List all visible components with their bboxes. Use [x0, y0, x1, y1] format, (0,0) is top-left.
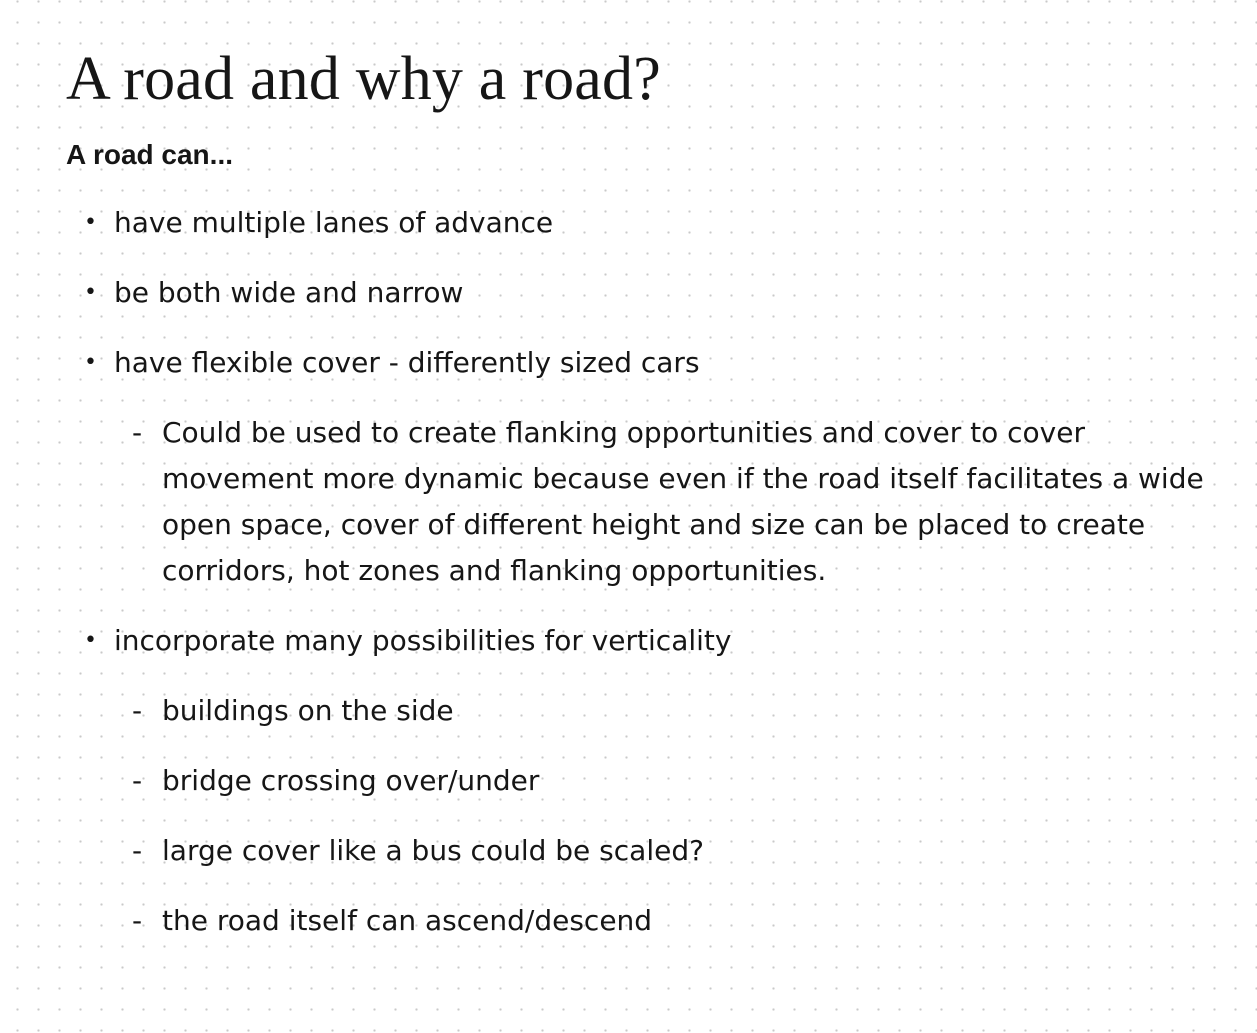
- sub-list-item-text: bridge crossing over/under: [162, 764, 540, 797]
- bullet-icon: •: [84, 628, 97, 653]
- sub-list-item: [114, 410, 1226, 594]
- sub-list-item: [114, 828, 1226, 874]
- sub-list-item: [114, 688, 1226, 734]
- bullet-list: [66, 200, 1226, 944]
- list-item: [66, 340, 1226, 594]
- bullet-icon: •: [84, 350, 97, 375]
- section-heading: A road can...: [66, 139, 234, 170]
- list-item-text: have flexible cover - differently sized cars: [114, 346, 700, 379]
- sub-list-item: [114, 898, 1226, 944]
- list-item: [66, 618, 1226, 944]
- sub-list-item-text: the road itself can ascend/descend: [162, 904, 653, 937]
- list-item-text: be both wide and narrow: [114, 276, 464, 309]
- dash-icon: -: [132, 764, 143, 797]
- sub-list: [114, 410, 1226, 594]
- sub-list-item-text: Could be used to create flanking opportunities and cover to cover movement more dynamic because even if the road itself facilitates a wide open space, cover of different height and size can be placed to create corridors, hot zones and flanking opportunities.: [162, 416, 1204, 587]
- dash-icon: -: [132, 904, 143, 937]
- dash-icon: -: [132, 834, 143, 867]
- sub-list-item-text: large cover like a bus could be scaled?: [162, 834, 704, 867]
- sub-list-item: [114, 758, 1226, 804]
- list-item-text: have multiple lanes of advance: [114, 206, 554, 239]
- dash-icon: -: [132, 416, 143, 449]
- document-page: [66, 0, 1226, 968]
- sub-list-item-text: buildings on the side: [162, 694, 454, 727]
- list-item: [66, 270, 1226, 316]
- bullet-icon: •: [84, 210, 97, 235]
- list-item: [66, 200, 1226, 246]
- page-title: A road and why a road?: [66, 45, 661, 113]
- dash-icon: -: [132, 694, 143, 727]
- bullet-icon: •: [84, 280, 97, 305]
- list-item-text: incorporate many possibilities for verticality: [114, 624, 732, 657]
- sub-list: [114, 688, 1226, 944]
